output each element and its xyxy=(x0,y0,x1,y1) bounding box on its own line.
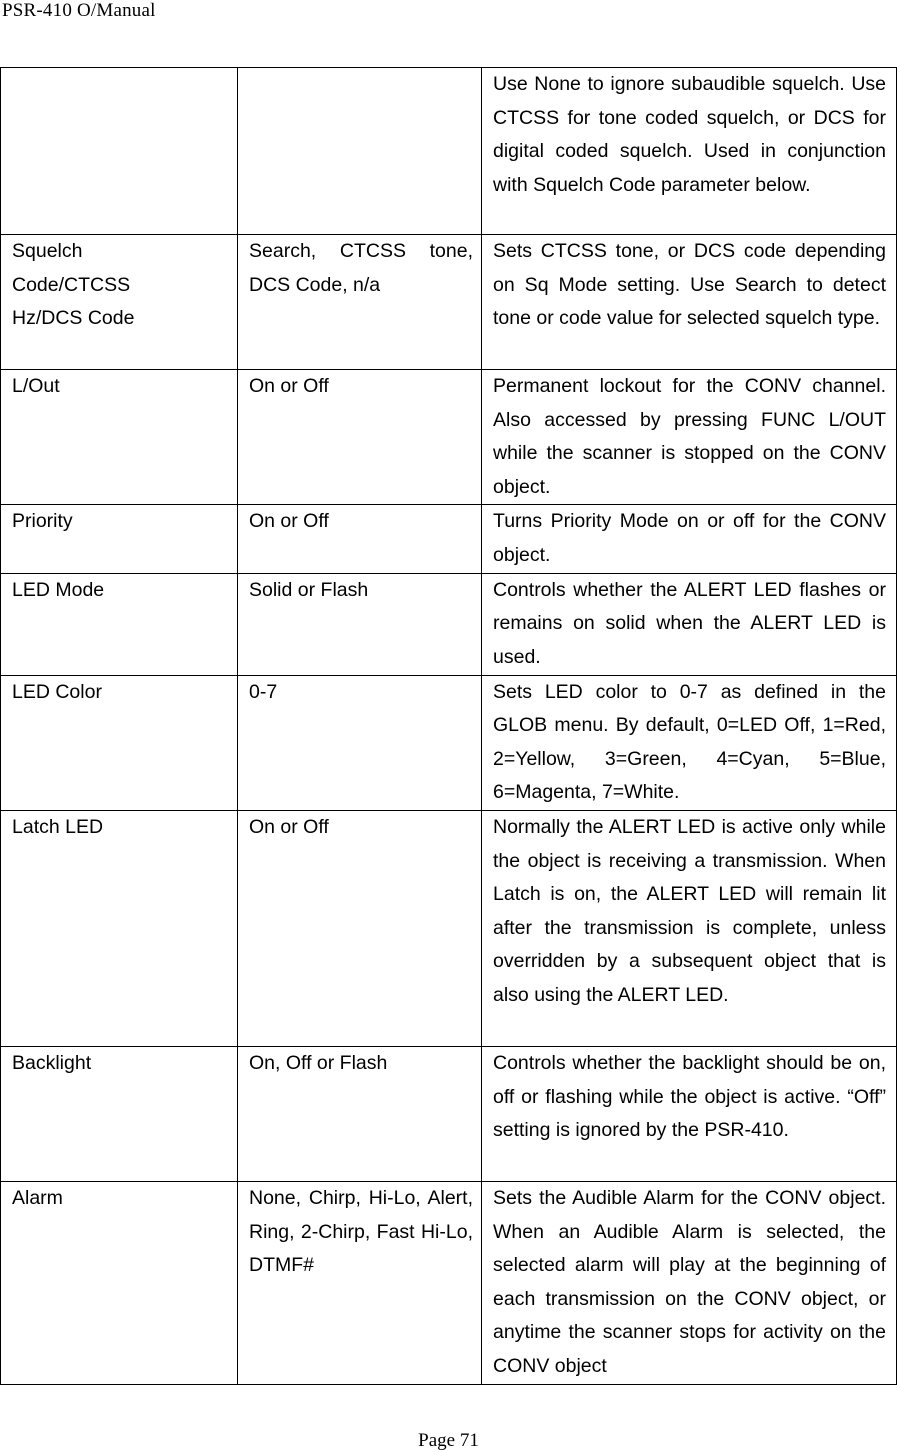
description-cell: Sets LED color to 0-7 as defined in the GLOB menu. By default, 0=LED Off, 1=Red, 2=Yellow, 3=Green, 4=Cyan, 5=Blue, 6=Magenta, 7=White. xyxy=(482,675,897,810)
table-row xyxy=(1,1046,897,1181)
values-cell: None, Chirp, Hi-Lo, Alert, Ring, 2-Chirp, Fast Hi-Lo, DTMF# xyxy=(238,1181,482,1384)
values-cell: On or Off xyxy=(238,370,482,505)
table-row xyxy=(1,235,897,370)
description-cell: Sets CTCSS tone, or DCS code depending on Sq Mode setting. Use Search to detect tone or code value for selected squelch type. xyxy=(482,235,897,370)
parameter-cell xyxy=(1,68,238,235)
parameter-table xyxy=(0,67,897,1385)
parameter-cell: Alarm xyxy=(1,1181,238,1384)
page-header: PSR-410 O/Manual xyxy=(2,0,156,21)
table-row xyxy=(1,505,897,573)
description-cell: Controls whether the backlight should be on, off or flashing while the object is active. “Off” setting is ignored by the PSR-410. xyxy=(482,1046,897,1181)
parameter-cell: Priority xyxy=(1,505,238,573)
values-cell: Solid or Flash xyxy=(238,573,482,675)
description-cell: Use None to ignore subaudible squelch. Use CTCSS for tone coded squelch, or DCS for digital coded squelch. Used in conjunction with Squelch Code parameter below. xyxy=(482,68,897,235)
values-cell xyxy=(238,68,482,235)
description-cell: Controls whether the ALERT LED flashes or remains on solid when the ALERT LED is used. xyxy=(482,573,897,675)
values-cell: On, Off or Flash xyxy=(238,1046,482,1181)
values-cell: On or Off xyxy=(238,810,482,1046)
description-cell: Normally the ALERT LED is active only while the object is receiving a transmission. When Latch is on, the ALERT LED will remain lit after the transmission is complete, unless overridden by a subsequent object that is also using the ALERT LED. xyxy=(482,810,897,1046)
parameter-cell: Squelch Code/CTCSS Hz/DCS Code xyxy=(1,235,238,370)
page-number: Page 71 xyxy=(418,1430,479,1451)
description-cell: Sets the Audible Alarm for the CONV object. When an Audible Alarm is selected, the selected alarm will play at the beginning of each transmission on the CONV object, or anytime the scanner stops for activity on the CONV object xyxy=(482,1181,897,1384)
table-row xyxy=(1,675,897,810)
parameter-cell: Latch LED xyxy=(1,810,238,1046)
table-row xyxy=(1,573,897,675)
description-cell: Permanent lockout for the CONV channel. Also accessed by pressing FUNC L/OUT while the scanner is stopped on the CONV object. xyxy=(482,370,897,505)
parameter-cell: LED Color xyxy=(1,675,238,810)
parameter-cell: L/Out xyxy=(1,370,238,505)
values-cell: On or Off xyxy=(238,505,482,573)
parameter-cell: LED Mode xyxy=(1,573,238,675)
values-cell: 0-7 xyxy=(238,675,482,810)
table-row xyxy=(1,1181,897,1384)
values-cell: Search, CTCSS tone, DCS Code, n/a xyxy=(238,235,482,370)
table-row xyxy=(1,68,897,235)
table-row xyxy=(1,810,897,1046)
table-row xyxy=(1,370,897,505)
parameter-cell: Backlight xyxy=(1,1046,238,1181)
description-cell: Turns Priority Mode on or off for the CONV object. xyxy=(482,505,897,573)
